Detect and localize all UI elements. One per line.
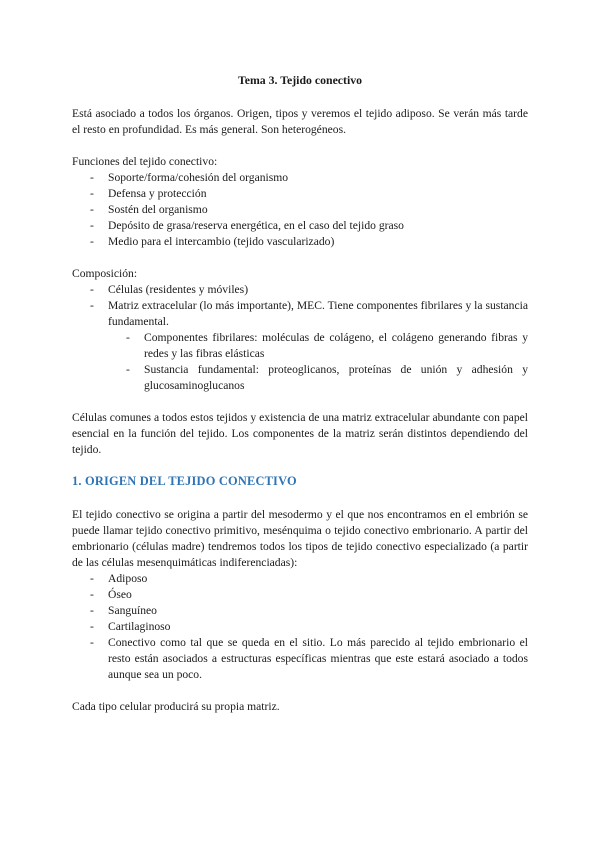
- list-item: - Matriz extracelular (lo más importante), MEC. Tiene componentes fibrilares y la sustancia fundamental.: [72, 298, 528, 330]
- composicion-list: [72, 282, 528, 330]
- spacer: [72, 683, 528, 699]
- celulas-paragraph: Células comunes a todos estos tejidos y existencia de una matriz extracelular abundante con papel esencial en la función del tejido. Los componentes de la matriz serán distintos dependiendo del tejido.: [72, 411, 528, 456]
- spacer: [72, 250, 528, 266]
- list-item: - Defensa y protección: [72, 186, 528, 202]
- funciones-list: [72, 170, 528, 250]
- origen-paragraph: El tejido conectivo se origina a partir del mesodermo y el que nos encontramos en el embrión se puede llamar tejido conectivo primitivo, mesénquima o tejido conectivo embrionario. A partir del embrionario (células madre) tendremos todos los tipos de tejido conectivo especializado (a partir de las células mesenquimáticas indiferenciadas):: [72, 508, 528, 569]
- list-item: - Medio para el intercambio (tejido vascularizado): [72, 234, 528, 250]
- list-item: - Sanguíneo: [72, 603, 528, 619]
- list-item: - Soporte/forma/cohesión del organismo: [72, 170, 528, 186]
- composicion-heading: Composición:: [72, 267, 138, 280]
- closing-paragraph: Cada tipo celular producirá su propia matriz.: [72, 700, 280, 713]
- list-item: - Conectivo como tal que se queda en el sitio. Lo más parecido al tejido embrionario el resto están asociados a estructuras específicas mientras que este estará asociado a todos aunque sea un poco.: [72, 635, 528, 683]
- spacer: [72, 394, 528, 410]
- section-heading-origen: 1. ORIGEN DEL TEJIDO CONECTIVO: [72, 474, 297, 488]
- document-content: [72, 72, 528, 715]
- funciones-heading: Funciones del tejido conectivo:: [72, 155, 218, 168]
- list-item: - Adiposo: [72, 571, 528, 587]
- composicion-sublist: [72, 330, 528, 394]
- list-item: - Cartilaginoso: [72, 619, 528, 635]
- list-item: - Sostén del organismo: [72, 202, 528, 218]
- list-item: - Óseo: [72, 587, 528, 603]
- list-item: - Depósito de grasa/reserva energética, en el caso del tejido graso: [72, 218, 528, 234]
- sub-list-item: - Componentes fibrilares: moléculas de colágeno, el colágeno generando fibras y redes y las fibras elásticas: [72, 330, 528, 362]
- intro-paragraph: Está asociado a todos los órganos. Origen, tipos y veremos el tejido adiposo. Se verán más tarde el resto en profundidad. Es más general. Son heterogéneos.: [72, 107, 528, 136]
- sub-list-item: - Sustancia fundamental: proteoglicanos, proteínas de unión y adhesión y glucosaminoglucanos: [72, 362, 528, 394]
- tipos-list: [72, 571, 528, 683]
- page-title: Tema 3. Tejido conectivo: [237, 73, 363, 87]
- list-item: - Células (residentes y móviles): [72, 282, 528, 298]
